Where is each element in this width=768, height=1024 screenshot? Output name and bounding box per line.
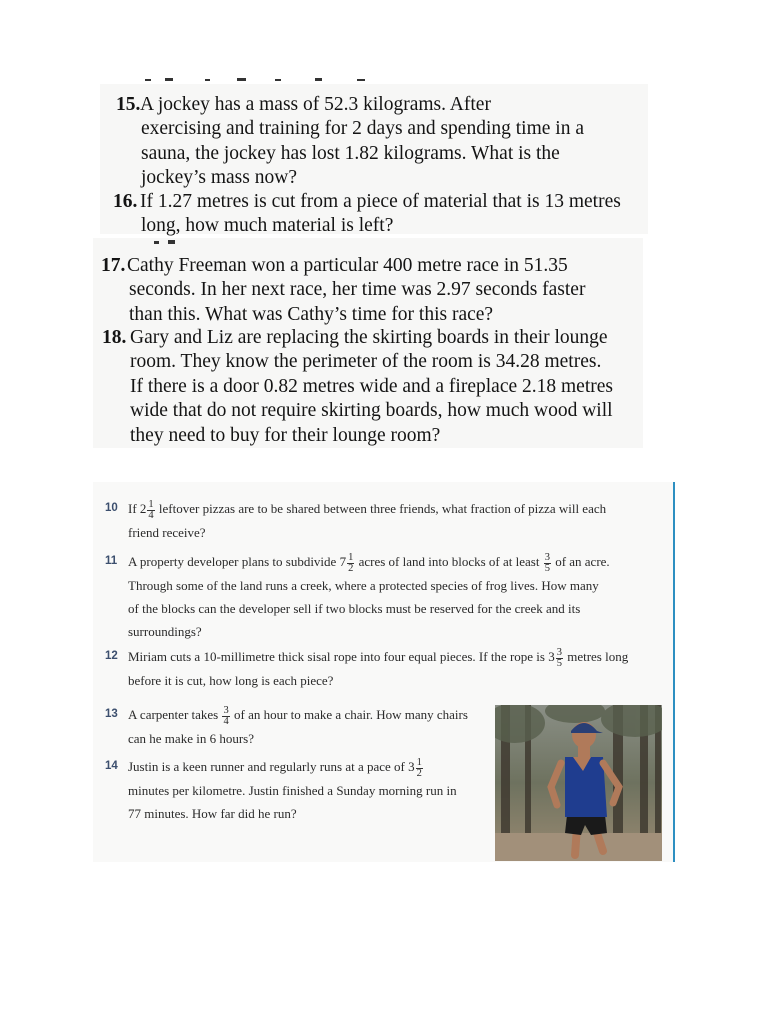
question-line1	[128, 497, 606, 521]
question-number: 10	[105, 502, 118, 514]
text-segment: acres of land into blocks of at least	[355, 554, 543, 569]
fraction-denominator: 5	[544, 562, 550, 574]
mixed-number-whole: 7	[339, 554, 347, 569]
fraction-denominator: 5	[556, 657, 562, 669]
fraction	[147, 500, 154, 521]
mixed-number-whole: 3	[408, 759, 415, 774]
question-text-rest: long, how much material is left?	[141, 215, 394, 236]
cropped-stroke-marks-2	[150, 239, 190, 244]
question-line3: 77 minutes. How far did he run?	[128, 805, 297, 821]
text-segment: metres long	[563, 649, 629, 664]
question-line1	[128, 755, 457, 779]
question-line1	[128, 645, 628, 669]
fraction-numerator: 1	[416, 756, 422, 768]
question-number: 15.	[116, 94, 141, 115]
text-segment: Miriam cuts a 10-millimetre thick sisal rope into four equal pieces. If the rope is	[128, 649, 549, 664]
fraction-denominator: 2	[348, 562, 354, 574]
question-number: 14	[105, 760, 118, 772]
question-text-rest: room. They know the perimeter of the room is 34.28 metres. If there is a door 0.82 metres wide and a fireplace 2.18 metres wide that do not require skirting boards, how much wood will they need to buy for their lounge room?	[130, 351, 613, 446]
fraction	[222, 706, 229, 727]
question-text-line1: Gary and Liz are replacing the skirting boards in their lounge	[130, 327, 608, 348]
question-body	[128, 703, 468, 750]
question-text-line1: Cathy Freeman won a particular 400 metre race in 51.35	[127, 255, 568, 276]
text-segment: of an hour to make a chair. How many chairs	[230, 707, 468, 722]
fraction-numerator: 1	[148, 498, 154, 510]
fraction-denominator: 4	[148, 509, 154, 521]
question-line2: Through some of the land runs a creek, where a protected species of frog lives. How many	[128, 577, 599, 593]
question-body	[128, 497, 606, 544]
mixed-number-whole: 2	[139, 501, 147, 516]
fraction	[416, 758, 423, 779]
fraction	[544, 553, 551, 574]
question-text-line1: If 1.27 metres is cut from a piece of material that is 13 metres	[140, 191, 621, 212]
text-segment: If	[128, 501, 140, 516]
fraction-numerator: 3	[556, 646, 562, 658]
question-text-rest: seconds. In her next race, her time was 2.97 seconds faster than this. What was Cathy’s time for this race?	[129, 279, 586, 325]
question-line2: before it is cut, how long is each piece?	[128, 672, 334, 688]
question-number: 17.	[101, 255, 126, 276]
question-body	[128, 645, 628, 692]
question-body	[128, 755, 457, 825]
cropped-stroke-marks	[145, 74, 385, 81]
text-segment: A property developer plans to subdivide	[128, 554, 340, 569]
text-segment: of an acre.	[551, 554, 610, 569]
cropped-text-remnant	[145, 72, 385, 81]
text-segment: Justin is a keen runner and regularly runs at a pace of	[128, 759, 409, 774]
question-line1	[128, 550, 610, 574]
question-body	[128, 550, 610, 643]
runner-photo	[495, 705, 662, 861]
question-line2: friend receive?	[128, 524, 206, 540]
question-line4: surroundings?	[128, 623, 202, 639]
question-line3: of the blocks can the developer sell if two blocks must be reserved for the creek and its	[128, 600, 581, 616]
question-line2: can he make in 6 hours?	[128, 730, 254, 746]
fraction-numerator: 1	[348, 551, 354, 563]
question-line2: minutes per kilometre. Justin finished a Sunday morning run in	[128, 782, 457, 798]
fraction-denominator: 2	[416, 767, 422, 779]
runner-illustration	[495, 705, 662, 861]
mixed-number-whole: 3	[548, 649, 555, 664]
text-segment: leftover pizzas are to be shared between three friends, what fraction of pizza will each	[155, 501, 607, 516]
question-number: 16.	[113, 191, 138, 212]
question-text-line1: A jockey has a mass of 52.3 kilograms. After	[140, 94, 491, 115]
question-number: 13	[105, 708, 118, 720]
fraction-numerator: 3	[544, 551, 550, 563]
question-text-rest: exercising and training for 2 days and spending time in a sauna, the jockey has lost 1.82 kilograms. What is the jockey’s mass now?	[141, 118, 584, 188]
page-edge-line	[673, 482, 675, 862]
question-number: 12	[105, 650, 118, 662]
fraction	[347, 553, 354, 574]
fraction	[556, 648, 563, 669]
question-number: 11	[105, 555, 118, 567]
fraction-denominator: 4	[223, 715, 229, 727]
question-line1	[128, 703, 468, 727]
question-number: 18.	[102, 327, 127, 348]
fraction-numerator: 3	[223, 704, 229, 716]
text-segment: A carpenter takes	[128, 707, 222, 722]
